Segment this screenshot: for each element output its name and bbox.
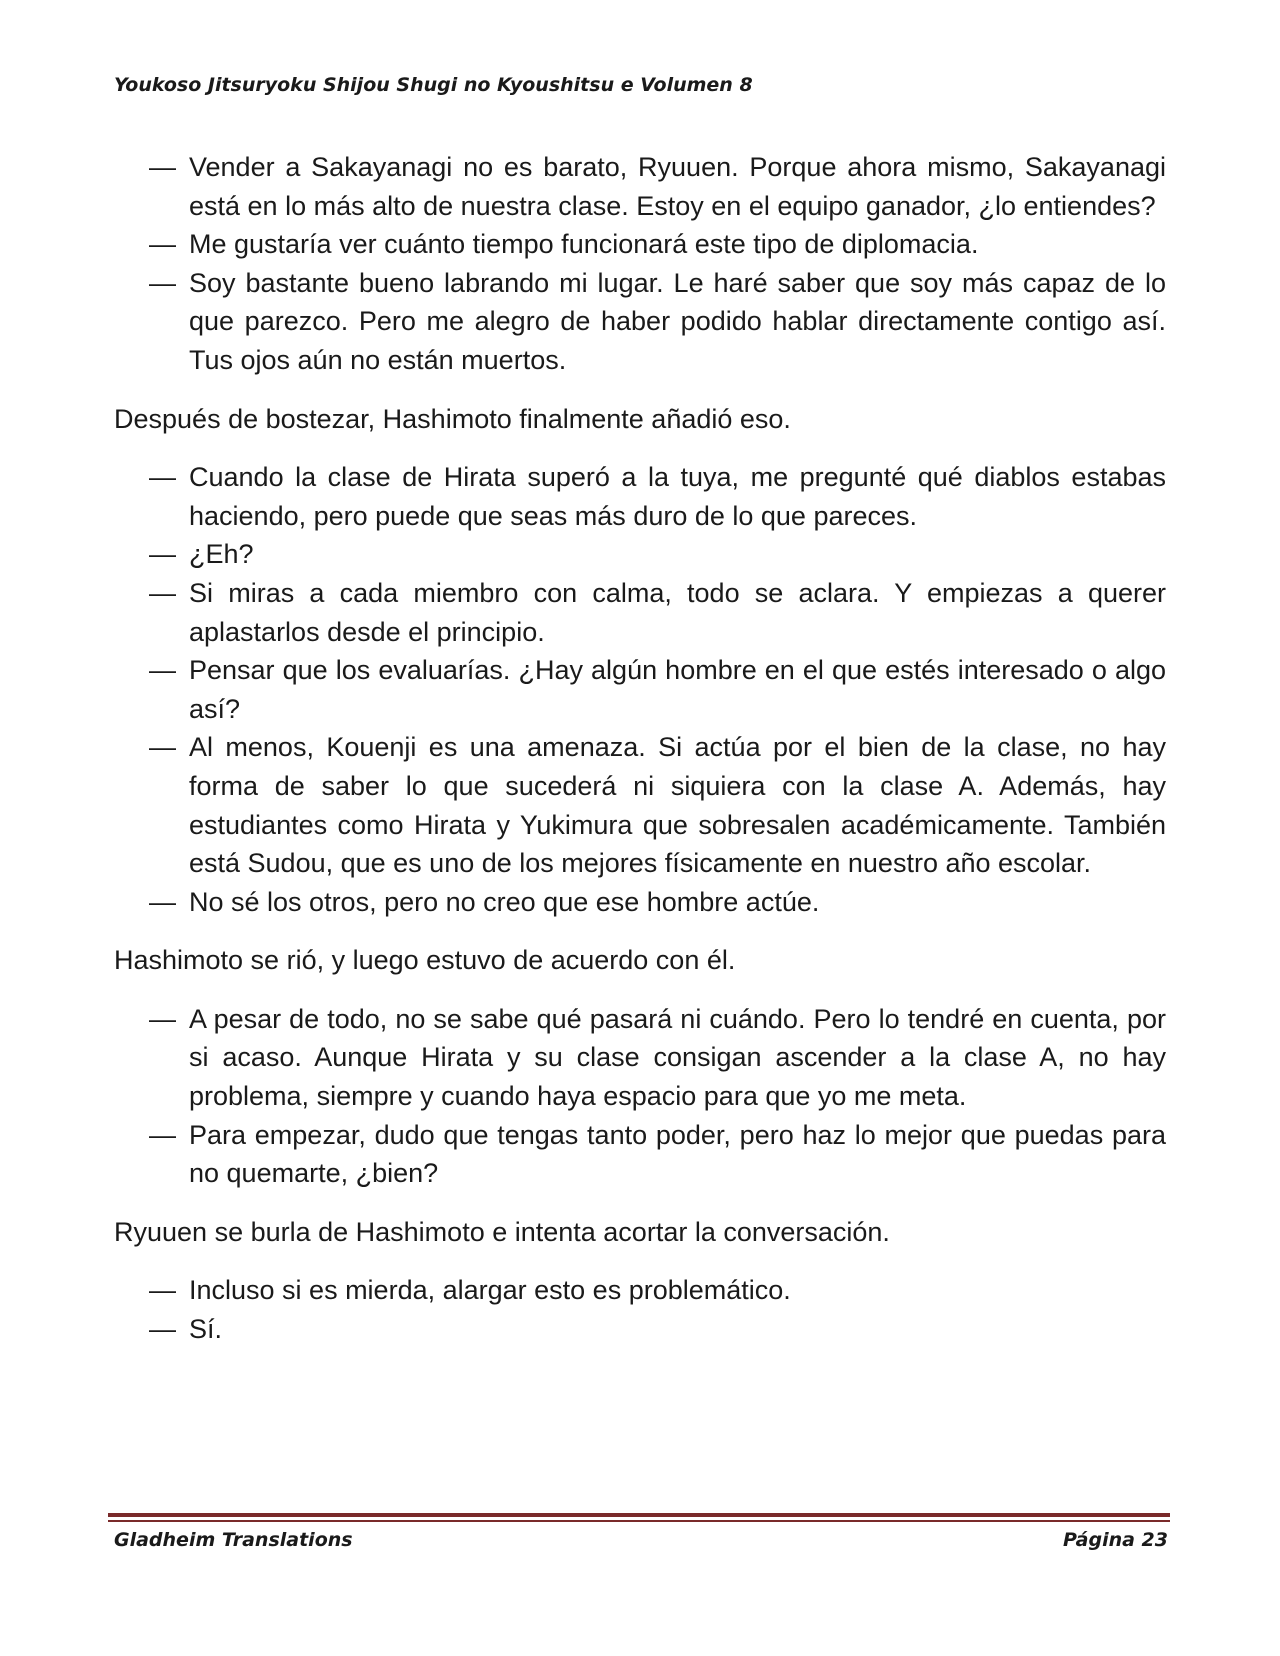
dialogue-text: No sé los otros, pero no creo que ese hombre actúe. (189, 886, 820, 917)
dialogue-text: Cuando la clase de Hirata superó a la tuya, me pregunté qué diablos estabas haciendo, pero puede que seas más duro de lo que pareces. (189, 462, 1166, 531)
page-header-title: Youkoso Jitsuryoku Shijou Shugi no Kyoushitsu e Volumen 8 (114, 74, 753, 96)
dialogue-line (149, 1310, 1166, 1349)
dialogue-dash: — (149, 1119, 176, 1150)
dialogue-line (149, 651, 1166, 728)
dialogue-line (149, 1116, 1166, 1193)
dialogue-dash: — (149, 655, 176, 686)
dialogue-text: Para empezar, dudo que tengas tanto poder, pero haz lo mejor que puedas para no quemarte, ¿bien? (189, 1119, 1166, 1189)
dialogue-text: Sí. (189, 1314, 223, 1345)
dialogue-line (149, 458, 1166, 535)
narration-paragraph: Ryuuen se burla de Hashimoto e intenta acortar la conversación. (114, 1216, 890, 1247)
dialogue-block (114, 1000, 1166, 1193)
dialogue-line (149, 883, 1166, 922)
dialogue-text: Me gustaría ver cuánto tiempo funcionará este tipo de diplomacia. (189, 229, 979, 260)
dialogue-dash: — (149, 152, 176, 182)
dialogue-dash: — (149, 732, 176, 763)
dialogue-dash: — (149, 1275, 176, 1306)
narration-paragraph: Después de bostezar, Hashimoto finalmente añadió eso. (114, 403, 791, 434)
footer-translator: Gladheim Translations (114, 1529, 353, 1551)
footer-divider (108, 1513, 1170, 1517)
dialogue-dash: — (149, 1314, 176, 1345)
dialogue-block (114, 458, 1166, 921)
dialogue-dash: — (149, 267, 176, 298)
dialogue-text: Incluso si es mierda, alargar esto es problemático. (189, 1275, 791, 1306)
dialogue-dash: — (149, 577, 176, 608)
footer-divider-thin (108, 1520, 1170, 1522)
dialogue-line (149, 1000, 1166, 1116)
dialogue-line (149, 148, 1166, 225)
narration-paragraph: Hashimoto se rió, y luego estuvo de acuerdo con él. (114, 945, 736, 976)
dialogue-dash: — (149, 1003, 176, 1034)
dialogue-dash: — (149, 229, 176, 260)
dialogue-line (149, 264, 1166, 380)
dialogue-text: Vender a Sakayanagi no es barato, Ryuuen. Porque ahora mismo, Sakayanagi está en lo más alto de nuestra clase. Estoy en el equipo ganador, ¿lo entiendes? (189, 152, 1166, 221)
dialogue-text: Al menos, Kouenji es una amenaza. Si actúa por el bien de la clase, no hay forma de saber lo que sucederá ni siquiera con la clase A. Además, hay estudiantes como Hirata y Yukimura que sobresalen académicamente. También está Sudou, que es uno de los mejores físicamente en nuestro año escolar. (189, 732, 1166, 879)
dialogue-dash: — (149, 462, 176, 493)
dialogue-text: A pesar de todo, no se sabe qué pasará ni cuándo. Pero lo tendré en cuenta, por si acaso. Aunque Hirata y su clase consigan ascender a la clase A, no hay problema, siempre y cuando haya espacio para que yo me meta. (189, 1003, 1166, 1112)
dialogue-text: Si miras a cada miembro con calma, todo se aclara. Y empiezas a querer aplastarlos desde el principio. (189, 577, 1166, 647)
dialogue-block (114, 148, 1166, 380)
page-body (114, 148, 1166, 1349)
dialogue-line (149, 1271, 1166, 1310)
dialogue-dash: — (149, 886, 176, 917)
dialogue-block (114, 1271, 1166, 1348)
dialogue-line (149, 225, 1166, 264)
footer-page-number: Página 23 (1062, 1529, 1168, 1551)
dialogue-dash: — (149, 539, 176, 570)
dialogue-line (149, 728, 1166, 882)
dialogue-text: Pensar que los evaluarías. ¿Hay algún hombre en el que estés interesado o algo así? (189, 655, 1166, 724)
dialogue-text: ¿Eh? (189, 539, 254, 570)
dialogue-text: Soy bastante bueno labrando mi lugar. Le haré saber que soy más capaz de lo que parezco. Pero me alegro de haber podido hablar directamente contigo así. Tus ojos aún no están muertos. (189, 267, 1166, 375)
dialogue-line (149, 574, 1166, 651)
dialogue-line (149, 535, 1166, 574)
